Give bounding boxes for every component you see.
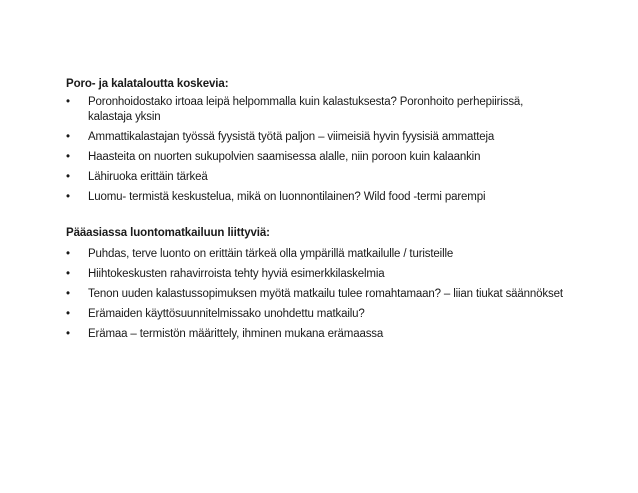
bullet-icon: • xyxy=(66,151,70,163)
list-item xyxy=(66,287,566,302)
bullet-list xyxy=(66,95,566,205)
list-item-text: Erämaiden käyttösuunnitelmissako unohdettu matkailu? xyxy=(88,308,365,320)
list-item xyxy=(66,267,566,282)
section-nature-tourism xyxy=(66,226,566,347)
list-item-text: Lähiruoka erittäin tärkeä xyxy=(88,171,208,183)
list-item-text: Luomu- termistä keskustelua, mikä on luonnontilainen? Wild food -termi parempi xyxy=(88,191,486,203)
list-item-text: Tenon uuden kalastussopimuksen myötä matkailu tulee romahtamaan? – liian tiukat säännökset xyxy=(88,288,563,300)
bullet-icon: • xyxy=(66,248,70,260)
list-item xyxy=(66,150,566,165)
bullet-icon: • xyxy=(66,131,70,143)
list-item xyxy=(66,190,566,205)
bullet-icon: • xyxy=(66,328,70,340)
list-item xyxy=(66,327,566,342)
bullet-icon: • xyxy=(66,308,70,320)
list-item-text: Hiihtokeskusten rahavirroista tehty hyviä esimerkkilaskelmia xyxy=(88,268,385,280)
list-item-text: Haasteita on nuorten sukupolvien saamisessa alalle, niin poroon kuin kalaankin xyxy=(88,151,481,163)
list-item-text: Puhdas, terve luonto on erittäin tärkeä olla ympärillä matkailulle / turisteille xyxy=(88,248,454,260)
list-item-text: Erämaa – termistön määrittely, ihminen mukana erämaassa xyxy=(88,328,384,340)
bullet-icon: • xyxy=(66,96,70,108)
list-item xyxy=(66,307,566,322)
section-heading: Pääasiassa luontomatkailuun liittyviä: xyxy=(66,227,270,239)
bullet-icon: • xyxy=(66,288,70,300)
list-item xyxy=(66,247,566,262)
section-heading: Poro- ja kalataloutta koskevia: xyxy=(66,78,229,90)
list-item-text: Ammattikalastajan työssä fyysistä työtä paljon – viimeisiä hyvin fyysisiä ammatteja xyxy=(88,131,495,143)
section-reindeer-fishery xyxy=(66,77,566,210)
list-item xyxy=(66,95,566,125)
list-item-text: Poronhoidostako irtoaa leipä helpommalla kuin kalastuksesta? Poronhoito perhepiirissä, kalastaja yksin xyxy=(88,96,524,123)
list-item xyxy=(66,130,566,145)
bullet-icon: • xyxy=(66,268,70,280)
bullet-icon: • xyxy=(66,171,70,183)
list-item xyxy=(66,170,566,185)
bullet-list xyxy=(66,247,566,342)
bullet-icon: • xyxy=(66,191,70,203)
